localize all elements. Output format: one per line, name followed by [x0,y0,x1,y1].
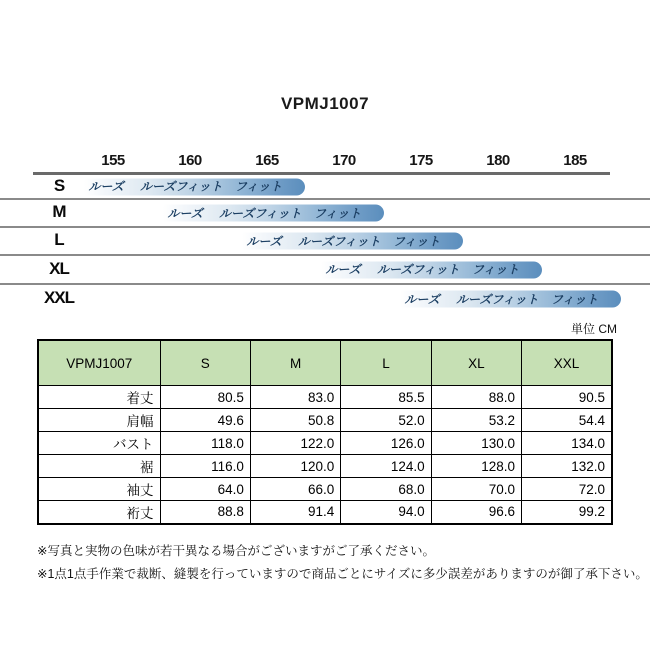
cell: 90.5 [522,386,612,409]
size-label-xxl: XXL [43,288,75,308]
bar-label-loose: ルーズ [404,292,440,307]
cell: 66.0 [250,478,340,501]
cell: 122.0 [250,432,340,455]
row-label: 裾 [38,455,160,478]
cell: 85.5 [341,386,431,409]
cell: 116.0 [160,455,250,478]
height-tick-160: 160 [178,152,202,169]
cell: 52.0 [341,409,431,432]
cell: 83.0 [250,386,340,409]
height-tick-165: 165 [255,152,279,169]
bar-label-loose-fit: ルーズフィット [219,206,302,221]
bar-label-loose-fit: ルーズフィット [140,179,223,194]
bar-label-loose-fit: ルーズフィット [377,262,460,277]
table-header-m: M [250,340,340,386]
fit-bar-s [84,178,305,195]
table-header-xxl: XXL [522,340,612,386]
cell: 124.0 [341,455,431,478]
bar-label-loose: ルーズ [167,206,203,221]
row-label: 袖丈 [38,478,160,501]
cell: 91.4 [250,501,340,524]
cell: 94.0 [341,501,431,524]
bar-label-loose-fit: ルーズフィット [298,234,381,249]
height-tick-175: 175 [409,152,433,169]
unit-label: 単位 CM [571,322,617,336]
height-tick-155: 155 [101,152,125,169]
cell: 118.0 [160,432,250,455]
cell: 120.0 [250,455,340,478]
page-title: VPMJ1007 [280,94,370,113]
fit-row-s [0,175,650,200]
cell: 99.2 [522,501,612,524]
cell: 54.4 [522,409,612,432]
cell: 50.8 [250,409,340,432]
cell: 64.0 [160,478,250,501]
table-row [38,386,612,409]
bar-label-fit: フィット [393,234,441,249]
bar-label-loose: ルーズ [325,262,361,277]
bar-label-fit: フィット [235,179,283,194]
cell: 49.6 [160,409,250,432]
bar-label-fit: フィット [551,292,599,307]
bar-label-loose: ルーズ [246,234,282,249]
height-tick-180: 180 [486,152,510,169]
bar-label-loose: ルーズ [88,179,124,194]
size-label-s: S [53,175,65,195]
bar-label-loose-fit: ルーズフィット [456,292,539,307]
cell: 68.0 [341,478,431,501]
cell: 70.0 [431,478,521,501]
row-label: 肩幅 [38,409,160,432]
footnote-handmade-disclaimer: ※1点1点手作業で裁断、縫製を行っていますので商品ごとにサイズに多少誤差がありますのが御了承下さい。 [37,567,648,581]
table-row [38,478,612,501]
table-row [38,409,612,432]
size-table [37,339,613,525]
cell: 130.0 [431,432,521,455]
cell: 53.2 [431,409,521,432]
size-label-m: M [52,202,66,222]
cell: 88.0 [431,386,521,409]
footnote-color-disclaimer: ※写真と実物の色味が若干異なる場合がございますがご了承ください。 [37,544,435,558]
cell: 72.0 [522,478,612,501]
table-row [38,432,612,455]
fit-bar-m [163,205,384,222]
cell: 80.5 [160,386,250,409]
table-row [38,455,612,478]
size-label-xl: XL [49,258,69,278]
fit-row-l [0,228,650,256]
table-header-s: S [160,340,250,386]
table-header-l: L [341,340,431,386]
fit-bar-l [242,233,463,250]
fit-row-m [0,200,650,228]
height-tick-185: 185 [563,152,587,169]
cell: 134.0 [522,432,612,455]
table-header-model: VPMJ1007 [38,340,160,386]
height-tick-170: 170 [332,152,356,169]
size-label-l: L [54,230,64,250]
table-header-xl: XL [431,340,521,386]
row-label: 裄丈 [38,501,160,524]
row-label: バスト [38,432,160,455]
cell: 126.0 [341,432,431,455]
fit-row-xl [0,256,650,285]
bar-label-fit: フィット [472,262,520,277]
cell: 88.8 [160,501,250,524]
size-table-header-row [38,340,612,386]
bar-label-fit: フィット [314,206,362,221]
table-row [38,501,612,524]
cell: 132.0 [522,455,612,478]
cell: 96.6 [431,501,521,524]
fit-bar-xl [321,261,542,278]
fit-bar-xxl [400,291,621,308]
cell: 128.0 [431,455,521,478]
fit-row-xxl [0,285,650,313]
row-label: 着丈 [38,386,160,409]
